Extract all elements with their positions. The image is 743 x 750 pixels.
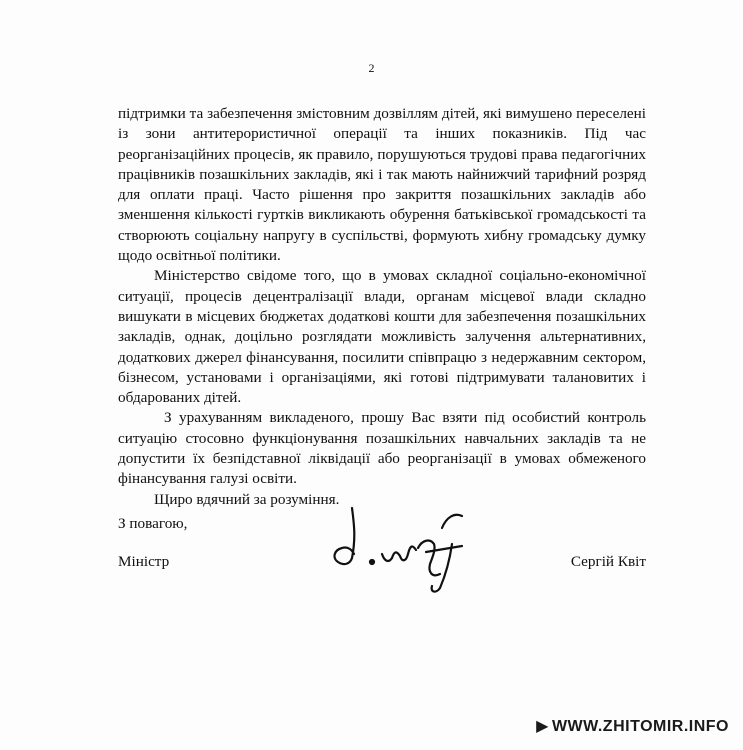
flag-icon: ▶ [536,718,549,735]
paragraph-3: З урахуванням викладеного, прошу Вас взяти під особистий контроль ситуацію стосовно функціонування позашкільних навчальних закладів та не допустити їх безпідставної ліквідації або реорганізації в умовах обмеженого фінансування галузі освіти. [118,409,646,488]
signatory-position: Міністр [118,553,170,570]
paragraph-1: підтримки та забезпечення змістовним дозвіллям дітей, які вимушено переселені із зони антитерористичної операції та інших показників. Під час реорганізаційних процесів, як правило, порушуються трудові права педагогічних працівників позашкільних закладів, які і так мають найнижчий тарифний розряд для оплати праці. Часто рішення про закриття позашкільних закладів або зменшення кількості гуртків викликають обурення батьківської громадськості та створюють соціальну напругу в суспільстві, формують хибну громадську думку щодо освітньої політики. [118,105,646,265]
paragraph-2: Міністерство свідоме того, що в умовах складної соціально-економічної ситуації, процесів децентралізації влади, органам місцевої влади складно вишукати в місцевих бюджетах додаткові кошти для забезпечення позашкільних закладів, однак, доцільно розглядати можливість залучення альтернативних, додаткових джерел фінансування, посилити співпрацю з недержавним сектором, бізнесом, установами і організаціями, які готові підтримувати талановитих і обдарованих дітей. [118,267,646,407]
watermark-text: WWW.ZHITOMIR.INFO [551,718,729,735]
paragraph-thanks: Щиро вдячний за розуміння. [154,490,340,508]
signatory-name: Сергій Квіт [570,553,646,570]
handwritten-signature [322,488,482,598]
regards-line: З повагою, [118,515,188,532]
letter-body [118,104,646,510]
page-number: 2 [368,61,375,75]
site-watermark [536,716,729,736]
